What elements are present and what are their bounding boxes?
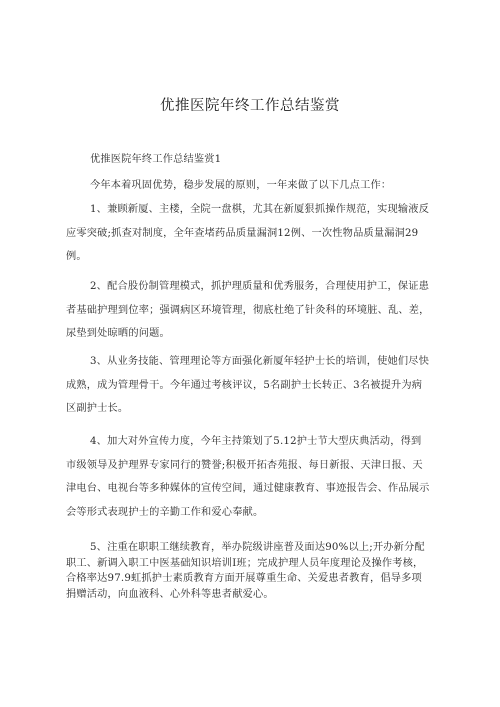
paragraph-line: 3、从业务技能、管理理论等方面强化新厦年轻护士长的培训，使她们尽快 [90,356,430,367]
paragraph-line: 津电台、电视台等多种媒体的宣传空间，通过健康教育、事迹报告会、作品展示 [66,483,430,494]
paragraph-line: 者基础护理到位率；强调病区环境管理，彻底杜绝了针灸科的环境脏、乱、差， [66,304,430,316]
document-title: 优推医院年终工作总结鉴赏 [160,98,340,114]
paragraph-2 [66,275,442,346]
paragraph-5 [66,540,442,602]
paragraph-line: 职工、新调入职工中医基础知识培训Ⅰ班；完成护理人员年度理论及操作考核， [66,557,424,569]
paragraph-line: 5、注重在职职工继续教育，举办院级讲座普及面达90%以上;开办新分配 [90,542,425,553]
paragraph-line: 1、兼顾新厦、主楼，全院一盘棋，尤其在新厦狠抓操作规范，实现输液反 [90,204,430,215]
paragraph-line: 会等形式表现护士的辛勤工作和爱心奉献。 [66,506,264,518]
paragraph-line: 例。 [66,251,87,262]
paragraph-line: 市级领导及护理界专家同行的赞誉;积极开拓杏苑报、每日新报、天津日报、天 [66,459,423,471]
subtitle: 优推医院年终工作总结鉴赏1 [90,154,222,165]
paragraph-line: 捐赠活动，向血液科、心外科等患者献爱心。 [66,588,274,600]
paragraph-line: 4、加大对外宣传力度，今年主持策划了5.12护士节大型庆典活动，得到 [90,436,422,447]
paragraph-line: 应零突破;抓查对制度，全年查堵药品质量漏洞12例、一次性物品质量漏洞29 [66,227,419,239]
paragraph-line: 成熟，成为管理骨干。今年通过考核评议，5名副护士长转正、3名被提升为病 [66,379,423,391]
paragraph-line: 区副护士长。 [66,403,129,414]
paragraph-line: 尿垫到处晾晒的问题。 [66,328,170,339]
paragraph-1 [66,198,442,269]
intro-paragraph: 今年本着巩固优势，稳步发展的原则，一年来做了以下几点工作： [90,180,392,191]
paragraph-3 [66,350,442,421]
paragraph-line: 2、配合股份制管理模式，抓护理质量和优秀服务，合理使用护工，保证患 [90,281,430,292]
paragraph-4 [66,430,442,524]
paragraph-line: 合格率达97.9虹抓护士素质教育方面开展尊重生命、关爱患者教育，倡导多项 [66,573,422,584]
